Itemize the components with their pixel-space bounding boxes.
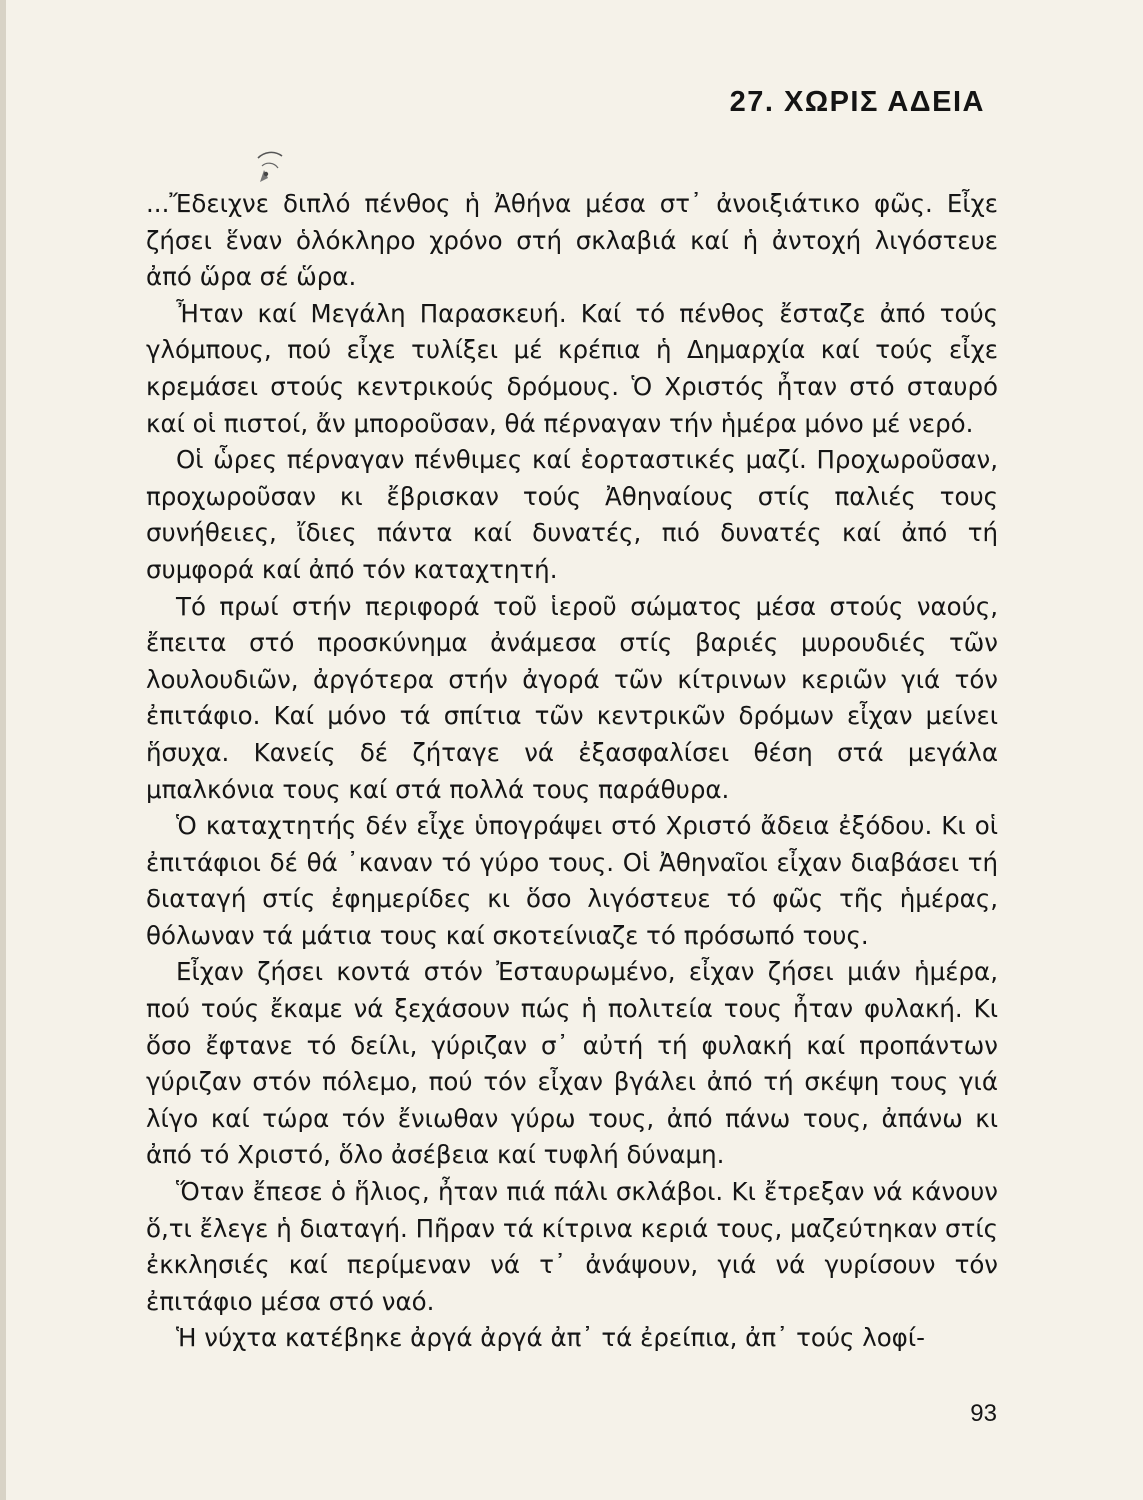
- chapter-text: [146, 186, 998, 1357]
- page-number: 93: [970, 1400, 997, 1427]
- paragraph-7: Ὅταν ἔπεσε ὁ ἥλιος, ἦταν πιά πάλι σκλάβοι. Κι ἔτρεξαν νά κάνουν ὅ,τι ἔλεγε ἡ διαταγή. Πῆραν τά κίτρινα κεριά τους, μαζεύτηκαν στίς ἐκκλησιές καί περίμεναν νά τ᾽ ἀνάψουν, γιά νά γυρίσουν τόν ἐπιτάφιο μέσα στό ναό.: [146, 1177, 998, 1316]
- paragraph-2: Ἦταν καί Μεγάλη Παρασκευή. Καί τό πένθος ἔσταζε ἀπό τούς γλόμπους, πού εἶχε τυλίξει μέ κρέπια ἡ Δημαρχία καί τούς εἶχε κρεμάσει στούς κεντρικούς δρόμους. Ὁ Χριστός ἦταν στό σταυρό καί οἱ πιστοί, ἄν μποροῦσαν, θά πέρναγαν τήν ἡμέρα μόνο μέ νερό.: [146, 298, 998, 438]
- paragraph-3: Οἱ ὧρες πέρναγαν πένθιμες καί ἑορταστικές μαζί. Προχωροῦσαν, προχωροῦσαν κι ἔβρισκαν τούς Ἀθηναίους στίς παλιές τους συνήθειες, ἴδιες πάντα καί δυνατές, πιό δυνατές καί ἀπό τή συμφορά καί ἀπό τόν καταχτητή.: [146, 445, 998, 584]
- paragraph-5: Ὁ καταχτητής δέν εἶχε ὑπογράψει στό Χριστό ἄδεια ἐξόδου. Κι οἱ ἐπιτάφιοι δέ θά ᾽καναν τό γύρο τους. Οἱ Ἀθηναῖοι εἶχαν διαβάσει τή διαταγή στίς ἐφημερίδες κι ὅσο λιγόστευε τό φῶς τῆς ἡμέρας, θόλωναν τά μάτια τους καί σκοτείνιαζε τό πρόσωπό τους.: [146, 811, 998, 950]
- paragraph-1: ...Ἔδειχνε διπλό πένθος ἡ Ἀθήνα μέσα στ᾽ ἀνοιξιάτικο φῶς. Εἶχε ζήσει ἕναν ὁλόκληρο χρόνο στή σκλαβιά καί ἡ ἀντοχή λιγόστευε ἀπό ὥρα σέ ὥρα.: [146, 189, 998, 292]
- page-edge: [0, 0, 6, 1500]
- paragraph-8: Ἡ νύχτα κατέβηκε ἀργά ἀργά ἀπ᾽ τά ἐρείπια, ἀπ᾽ τούς λοφί-: [176, 1323, 925, 1353]
- paragraph-6: Εἶχαν ζήσει κοντά στόν Ἐσταυρωμένο, εἶχαν ζήσει μιάν ἡμέρα, πού τούς ἔκαμε νά ξεχάσουν πώς ἡ πολιτεία τους ἦταν φυλακή. Κι ὅσο ἔφτανε τό δείλι, γύριζαν σ᾽ αὐτή τή φυλακή καί προπάντων γύριζαν στόν πόλεμο, πού τόν εἶχαν βγάλει ἀπό τή σκέψη τους γιά λίγο καί τώρα τόν ἔνιωθαν γύρω τους, ἀπό πάνω τους, ἀπάνω κι ἀπό τό Χριστό, ὅλο ἀσέβεια καί τυφλή δύναμη.: [146, 957, 998, 1170]
- paragraph-4: Τό πρωί στήν περιφορά τοῦ ἱεροῦ σώματος μέσα στούς ναούς, ἔπειτα στό προσκύνημα ἀνάμεσα στίς βαριές μυρουδιές τῶν λουλουδιῶν, ἀργότερα στήν ἀγορά τῶν κίτρινων κεριῶν γιά τόν ἐπιτάφιο. Καί μόνο τά σπίτια τῶν κεντρικῶν δρόμων εἶχαν μείνει ἥσυχα. Κανείς δέ ζήταγε νά ἐξασφαλίσει θέση στά μεγάλα μπαλκόνια τους καί στά πολλά τους παράθυρα.: [146, 591, 998, 804]
- ornament-icon: [252, 148, 294, 188]
- chapter-title: 27. ΧΩΡΙΣ ΑΔΕΙΑ: [729, 86, 985, 118]
